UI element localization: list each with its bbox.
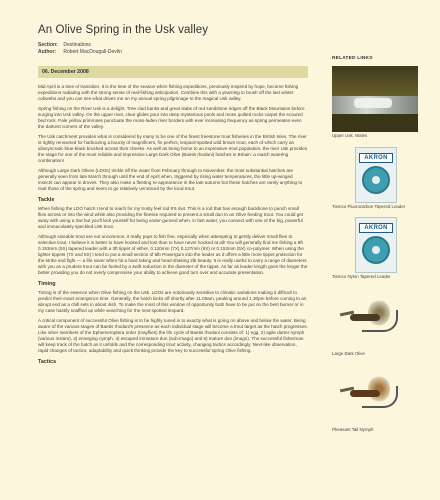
akron-logo: AKRON (359, 153, 393, 163)
article-title: An Olive Spring in the Usk valley (38, 24, 209, 36)
akron-logo: AKRON (359, 223, 393, 233)
related-link-pheasant-tail-nymph[interactable] (332, 364, 418, 433)
article-author-row (38, 49, 308, 56)
paragraph: Although Large Dark Olives (LDOs) trickle off the water from February through to November, the most substantial hatches are generally seen from late March through until the end of April when, triggered by rising water temperatures, the little up-winged insects can appear in droves. They also make a fleeting re-appearance in the late autumn but these hatches are rarely anything to rival those of the spring and seem to go relatively unnoticed by the local trout. (38, 168, 303, 191)
related-link-nylon-leader[interactable] (332, 217, 418, 280)
related-links-heading: RELATED LINKS (332, 56, 373, 61)
related-links-sidebar (332, 56, 418, 433)
paragraph: A critical component of successful Olive fishing is to be highly tuned in to exactly what is going on above and below the water. Being aware of the various stages of Baetis rhodani's presence as each individual stage will become a trout target as the hatch progresses. Like other members of the Ephemeroptera order (mayflies) the life cycle of Baetis rhodani consists of: 1) egg, 2) agile darter nymph (various instars), 3) emerging nymph, 4) escaped immature dun (sub-imago) and 5) mature dun (imago). The successful fisherman will keep track of the hatch as it unfolds and the corresponding trout activity, changing tactics accordingly. Next-like observation, rapid changes of tactics, adaptability and quick thinking provide the key to successful spring Olive fishing. (38, 318, 308, 353)
paragraph: When fishing the LDO hatch I tend to reach for my trusty feel rod 9'6 4wt. This is a rod that has enough backbone to punch small flies across or into the wind while also providing the finesse required to present a small dun to an Olive feeding trout. You could get away with using a 3wt but you'll kick yourself for being under-gunned when, in fast water, you connect with one of the big, powerful and immaculately speckled Usk trout. (38, 206, 304, 229)
paragraph: Mid April is a time of transition. It is the time of the season when fishing expeditions, previously inspired by hope, become fishing expeditions radiating with the strong sense of real-fishing anticipation. Combine this with a yearning to brush off the last winter cobwebs and you can see what drives me on my annual spring pilgrimage to the magical Usk valley. (38, 84, 299, 101)
river-foam (354, 98, 392, 108)
date-bar (38, 66, 308, 78)
leader-pack-image (355, 147, 397, 203)
related-link-fluorocarbon-leader[interactable] (332, 147, 418, 210)
related-link-caption: Tiemco Fluorocarbon Tapered Leader (332, 203, 406, 209)
river-photo (332, 66, 418, 132)
leader-pack-image (355, 217, 397, 273)
article-column (38, 24, 308, 368)
section-heading-timing: Timing (38, 281, 56, 287)
section-heading-tackle: Tackle (38, 197, 55, 203)
related-link-upper-usk[interactable] (332, 66, 418, 139)
related-link-large-dark-olive[interactable] (332, 288, 418, 357)
river-bank (332, 114, 418, 132)
related-link-caption: Large Dark Olive (332, 350, 365, 356)
author-name: Robert MacDougall-Devlin (63, 49, 122, 55)
section-heading-tactics: Tactics (38, 359, 57, 365)
paragraph: Although sizeable trout are not uncommon, it really pays to fish fine, especially when attempting to gently deliver small flies to selective trout. I believe it is better to have hooked and lost than to have never hooked at all! You will generally find me fishing a 9ft 0.153mm (5X) tapered leader with a 3ft tippet of either, 0.120mm (7X) 0.127mm (6X) or 0.153mm (5X) co-polymer. When using the lighter tippets (7X and 6X) I tend to put a small section of 6lb Powergum into the leader as it offers a little more tippet protection for the strike and fight — a life saver when hit a hard taking and head-shaking 2lb beauty. It is really useful to carry a range of diameters with you as a prudent trout can be fooled by a swift reduction in the diameter of the tippet. As far as leader length goes the longer the better providing you do not overly compromise your ability to achieve good turn over and accurate presentation. (38, 234, 308, 275)
fly-hook (362, 310, 398, 332)
section-label: Section: (38, 42, 58, 48)
article-body (38, 84, 308, 365)
related-link-caption: Upper Usk, Wales (332, 133, 368, 138)
paragraph: Timing is of the essence when Olive fishing on the Usk. LDOs are notoriously sensitive to climatic variations making it difficult to predict their exact emergence time. Generally, the hatch kicks off shortly after 11.00am, peaking around 1.30pm before coming to an abrupt end as a chill sets in about 4ish. To make the most of this window of opportunity both have to be put on the best burner or in my case hastily snaffled up while searching for the next spotted leopard. (38, 290, 307, 313)
nymph-fly-image (332, 364, 418, 426)
author-label: Author: (38, 49, 57, 55)
paragraph: Spring fishing on the River Usk is a delight. Tree clad banks and great slabs of red sandstone ridges off the Black Mountains before surging into Usk valley. On the upper river, clear glides pour into deep mysterious pools and moss quilted rocks carpet the scoured bed rock. Pale yellow primroses punctuate the moss-laden river borders with ever increasing frequency as spring permeates even the darkest corners of the valley. (38, 106, 305, 129)
paragraph: The Usk catchment provides what is considered by many to be one of the finest freestone trout fisheries in the British Isles. The river is rightly renowned for harbouring a bounty of magnificent, fin perfect, leopard-spotted wild brown trout, each of which carry an idiosyncratic blue-black brushed across their cheeks. As well as being home to an impressive trout population, the river Usk provides the stage for one of the most reliable and impressive Large Dark Olive (Baetis rhodani) hatches in Britain: a match watering combination! (38, 134, 308, 163)
leader-spool (362, 166, 390, 194)
related-link-caption: Tiemco Nylon Tapered Leader (332, 274, 391, 279)
article-section-row (38, 42, 308, 49)
article-date: 06. December 2008 (42, 69, 89, 75)
related-link-caption: Pheasant Tail Nymph (332, 427, 374, 432)
leader-spool (362, 236, 390, 264)
dry-fly-image (332, 288, 418, 350)
section-link[interactable]: Destinations (63, 42, 91, 48)
fly-hook (362, 386, 398, 408)
